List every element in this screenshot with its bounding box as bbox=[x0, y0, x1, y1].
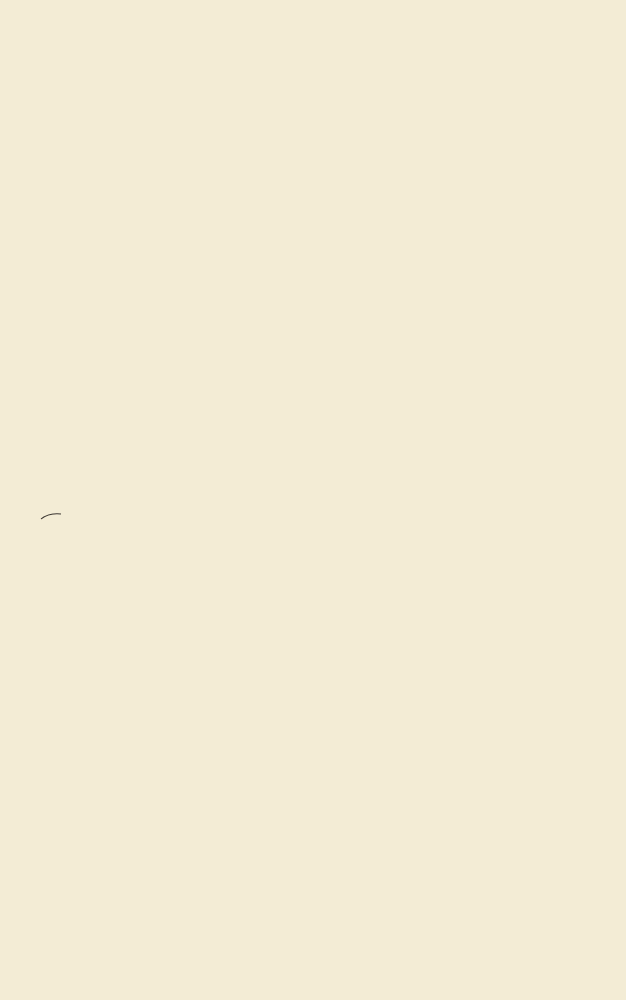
pencil-mark-icon bbox=[40, 512, 62, 520]
